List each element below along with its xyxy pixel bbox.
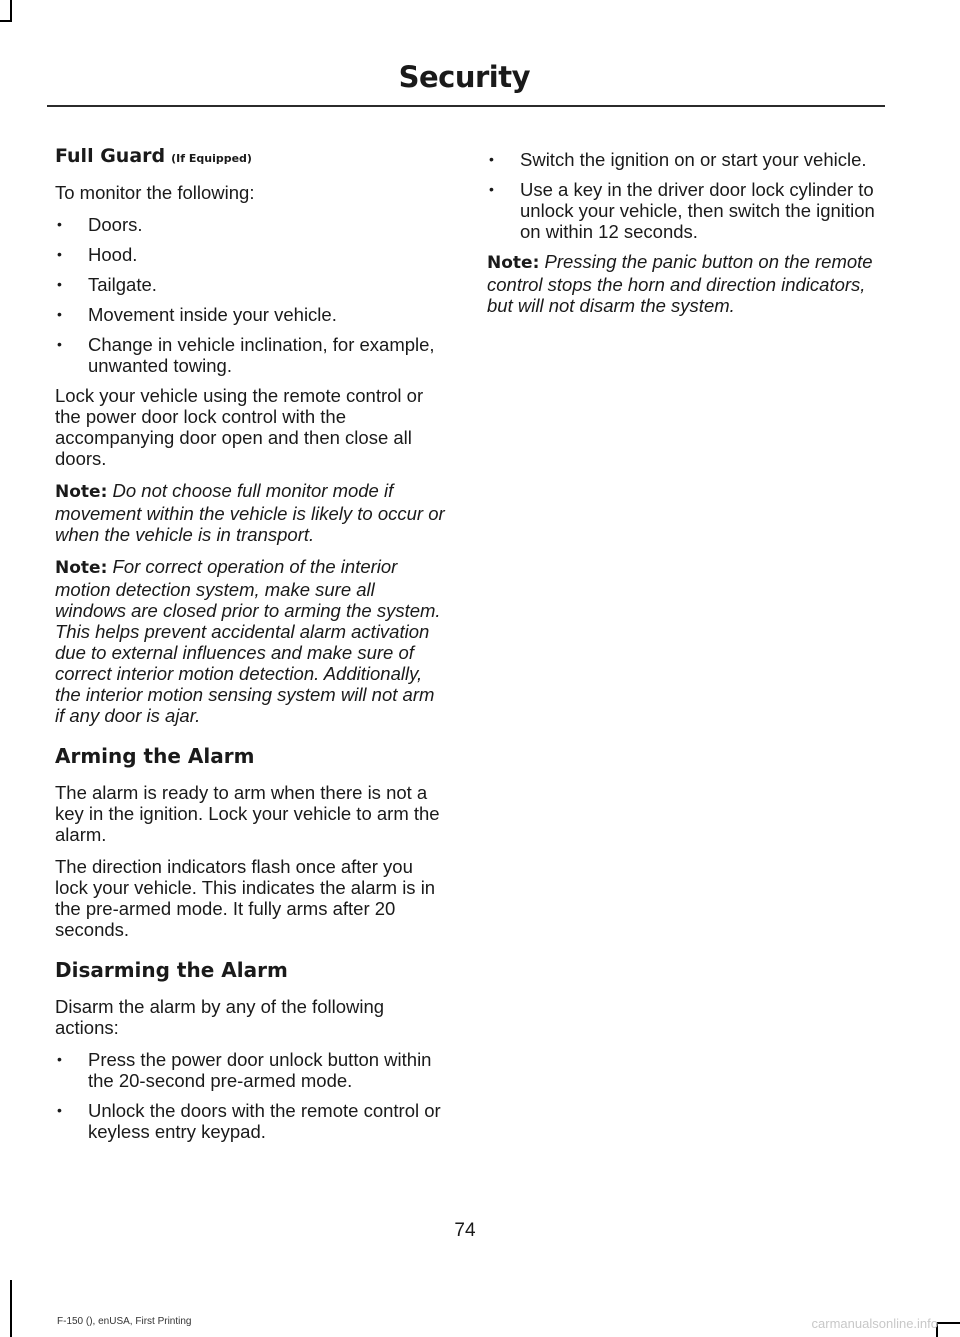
lock-paragraph: Lock your vehicle using the remote control or the power door lock control with the accompanying door open and then close all doors.	[55, 385, 424, 469]
disarm-list	[55, 1049, 447, 1142]
note	[55, 480, 447, 545]
note-text: Do not choose full monitor mode if movement within the vehicle is likely to occur or when the vehicle is in transport.	[55, 480, 445, 545]
list-item	[487, 179, 879, 242]
list-item-text: Switch the ignition on or start your vehicle.	[520, 149, 867, 170]
watermark: carmanualsonline.info	[811, 1316, 938, 1331]
crop-mark-bottom-right-horizontal	[936, 1322, 960, 1324]
disarming-intro: Disarm the alarm by any of the following actions:	[55, 996, 385, 1038]
list-item	[55, 334, 447, 376]
note-label: Note:	[55, 482, 108, 502]
list-item-text: Movement inside your vehicle.	[88, 304, 337, 325]
crop-mark-bottom-left-vertical	[10, 1280, 12, 1337]
note	[55, 556, 447, 726]
list-item	[55, 244, 447, 265]
note-text: Pressing the panic button on the remote control stops the horn and direction indicators, but will not disarm the system.	[487, 251, 873, 316]
equipped-tag: (If Equipped)	[171, 152, 252, 165]
list-item-text: Hood.	[88, 244, 138, 265]
crop-mark-top-left-vertical	[10, 0, 12, 22]
disarm-list-continued	[487, 149, 879, 242]
note	[487, 251, 879, 316]
bullet: •	[489, 181, 494, 197]
monitor-list	[55, 214, 447, 376]
page-title: Security	[398, 60, 530, 94]
list-item	[487, 149, 879, 170]
header-rule	[47, 105, 885, 107]
list-item-text: Doors.	[88, 214, 143, 235]
list-item-text: Unlock the doors with the remote control or keyless entry keypad.	[88, 1100, 441, 1142]
bullet: •	[57, 336, 62, 352]
list-item-text: Tailgate.	[88, 274, 157, 295]
bullet: •	[489, 151, 494, 167]
list-item	[55, 1100, 447, 1142]
bullet: •	[57, 1051, 62, 1067]
bullet: •	[57, 1102, 62, 1118]
bullet: •	[57, 306, 62, 322]
note-label: Note:	[487, 253, 540, 273]
arming-paragraph: The direction indicators flash once after you lock your vehicle. This indicates the alarm is in the pre-armed mode. It fully arms after 20 seconds.	[55, 856, 436, 940]
left-column	[55, 146, 447, 1151]
section-title: Full Guard	[55, 145, 166, 167]
list-item	[55, 1049, 447, 1091]
footer-text: F-150 (), enUSA, First Printing	[57, 1316, 192, 1327]
list-item-text: Press the power door unlock button within the 20-second pre-armed mode.	[88, 1049, 432, 1091]
page-number: 74	[454, 1220, 476, 1241]
arming-heading: Arming the Alarm	[55, 744, 255, 768]
bullet: •	[57, 246, 62, 262]
list-item-text: Change in vehicle inclination, for example, unwanted towing.	[88, 334, 435, 376]
list-item-text: Use a key in the driver door lock cylinder to unlock your vehicle, then switch the ignition on within 12 seconds.	[520, 179, 875, 242]
monitor-intro: To monitor the following:	[55, 182, 255, 203]
note-text: For correct operation of the interior motion detection system, make sure all windows are closed prior to arming the system. This helps prevent accidental alarm activation due to external influences and make sure of correct interior motion detection. Additionally, the interior motion sensing system will not arm if any door is ajar.	[55, 556, 441, 726]
bullet: •	[57, 216, 62, 232]
list-item	[55, 304, 447, 325]
bullet: •	[57, 276, 62, 292]
crop-mark-top-left-horizontal	[0, 20, 12, 22]
right-column	[487, 149, 879, 327]
list-item	[55, 274, 447, 295]
list-item	[55, 214, 447, 235]
arming-paragraph: The alarm is ready to arm when there is not a key in the ignition. Lock your vehicle to arm the alarm.	[55, 782, 440, 845]
section-heading	[55, 146, 447, 169]
disarming-heading: Disarming the Alarm	[55, 958, 288, 982]
note-label: Note:	[55, 558, 108, 578]
